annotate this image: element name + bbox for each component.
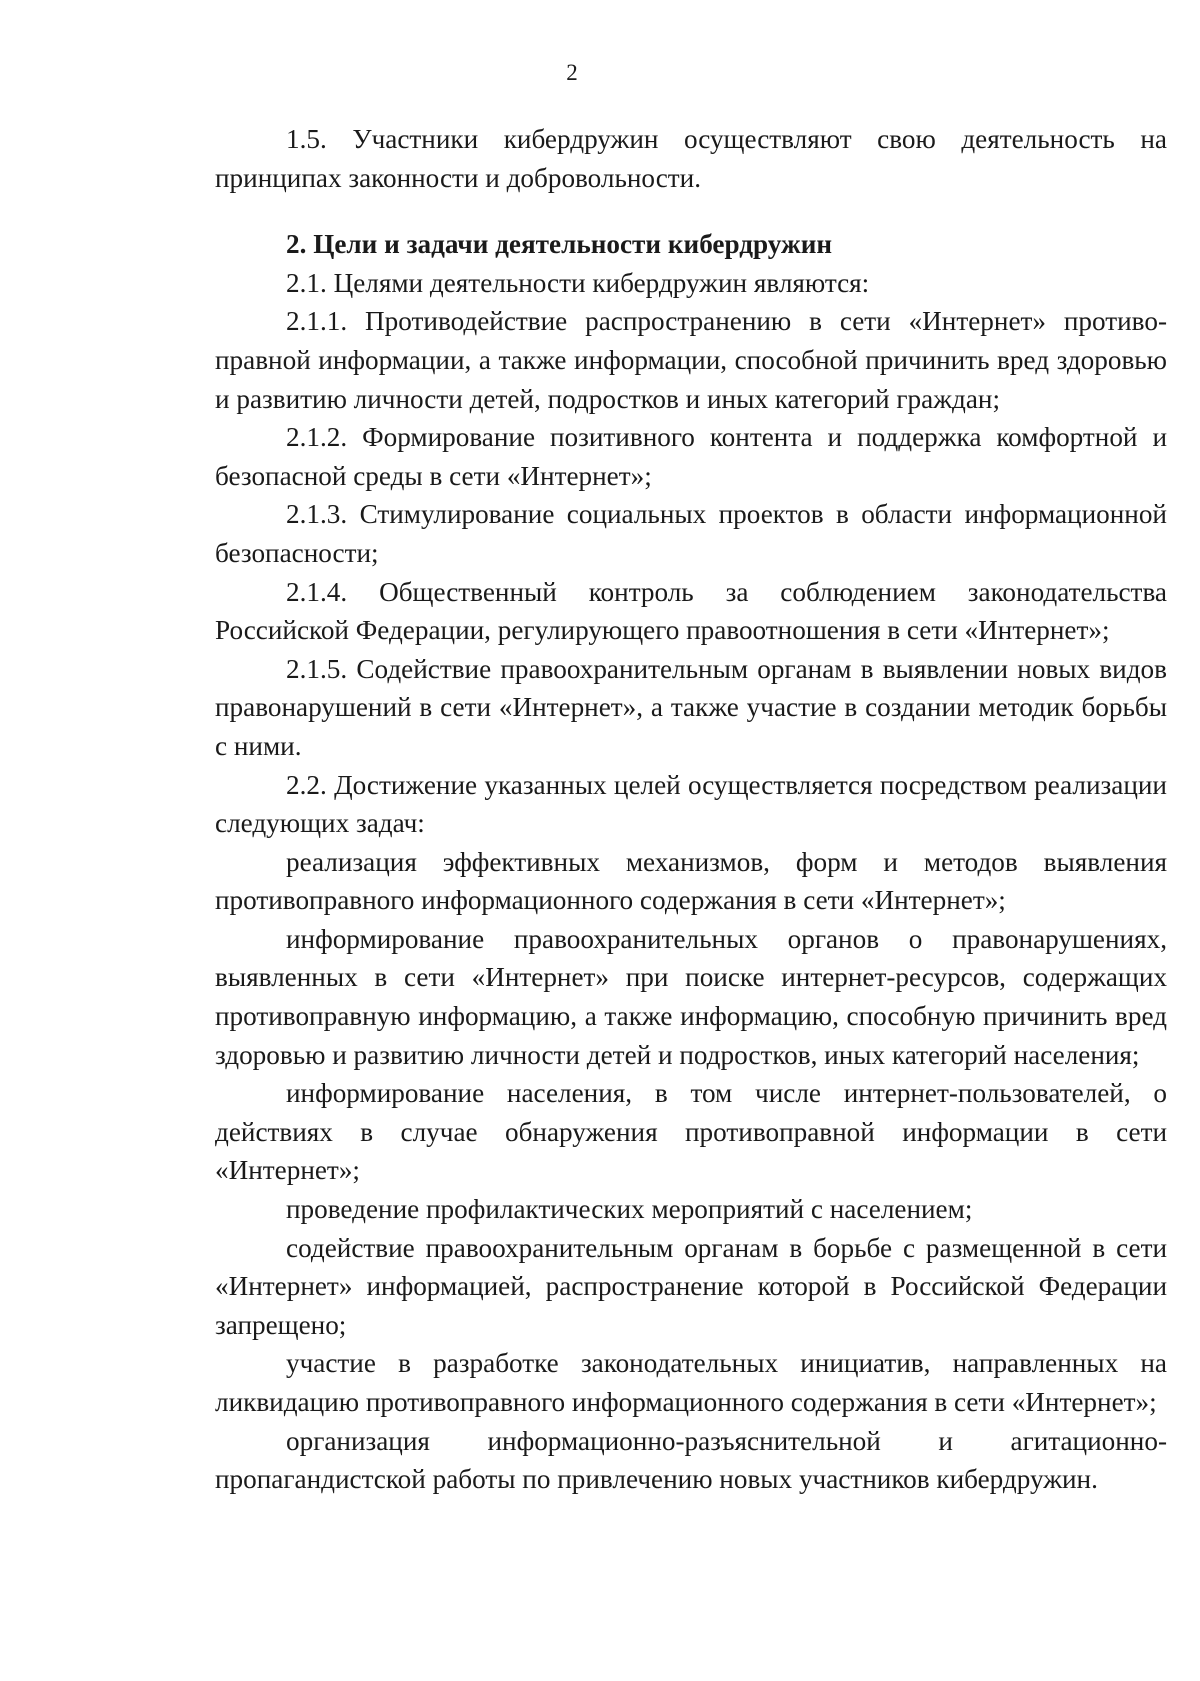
paragraph-2-1-2: 2.1.2. Формирование позитивного контента и поддержка комфортной и безопасной среды в сети «Интернет»; — [215, 422, 1167, 491]
paragraph-2-1-4: 2.1.4. Общественный контроль за соблюдением законодательства Российской Федерации, регулирующего правоотношения в сети «Интернет»; — [215, 576, 1167, 646]
paragraph-2-1-3: 2.1.3. Стимулирование социальных проектов в области информационной безопасности; — [215, 499, 1167, 568]
document-body — [215, 120, 1167, 1499]
task-item: информирование населения, в том числе интернет-пользователей, о действиях в случае обнаружения противоправной информации в сети «Интернет»; — [215, 1078, 1167, 1186]
paragraph-2-1-1: 2.1.1. Противодействие распространению в сети «Интернет» противоправной информации, а также информации, способной причинить вред здоровью и развитию личности детей, подростков и иных категорий граждан; — [215, 306, 1167, 414]
task-item: участие в разработке законодательных инициатив, направленных на ликвидацию противоправного информационного содержания в сети «Интернет»; — [215, 1348, 1167, 1417]
page-number: 2 — [566, 60, 578, 85]
paragraph-2-2: 2.2. Достижение указанных целей осуществляется посредством реализации следующих задач: — [215, 769, 1167, 839]
task-item: информирование правоохранительных органов о правонарушениях, выявленных в сети «Интернет» при поиске интернет-ресурсов, содержащих противоправную информацию, а также информацию, способную причинить вред здоровью и развитию личности детей и подростков, иных категорий населения; — [215, 923, 1167, 1070]
paragraph-2-1: 2.1. Целями деятельности кибердружин являются: — [286, 267, 870, 298]
section-heading-2: 2. Цели и задачи деятельности кибердружин — [286, 229, 833, 260]
task-item: организация информационно-разъяснительной и агитационно-пропагандистской работы по привлечению новых участников кибердружин. — [215, 1425, 1167, 1495]
paragraph-2-1-5: 2.1.5. Содействие правоохранительным органам в выявлении новых видов правонарушений в сети «Интернет», а также участие в создании методик борьбы с ними. — [215, 653, 1167, 761]
paragraph-1-5: 1.5. Участники кибердружин осуществляют свою деятельность на принципах законности и добровольности. — [215, 124, 1167, 193]
task-item: проведение профилактических мероприятий с населением; — [286, 1194, 973, 1225]
task-item: реализация эффективных механизмов, форм и методов выявления противоправного информационного содержания в сети «Интернет»; — [215, 846, 1167, 916]
task-item: содействие правоохранительным органам в борьбе с размещенной в сети «Интернет» информацией, распространение которой в Российской Федерации запрещено; — [215, 1232, 1167, 1340]
